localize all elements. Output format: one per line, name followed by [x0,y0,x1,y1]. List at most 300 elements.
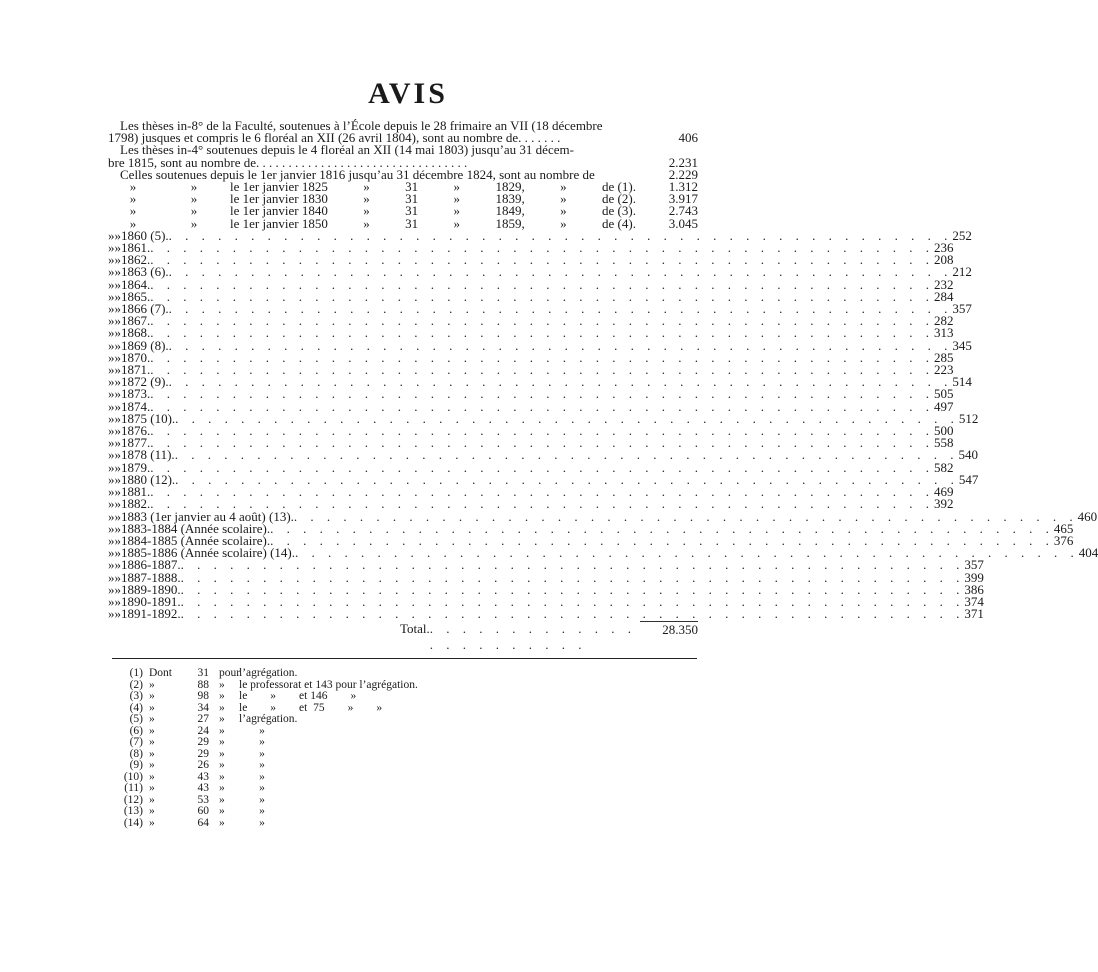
year-label: 1882. [121,496,151,512]
ditto-mark: » [114,569,121,585]
footnote-text: l’agrégation. [239,713,298,725]
count-value: 3.917 [668,191,698,207]
footnote-text: » [149,759,155,771]
ditto-mark: » [114,508,121,524]
period-segment: » [363,203,370,219]
leader-dots: . . . . . . . . . . . . . . . . . . . . . . . . . . . . . . . . . . . . . . . . . . . . . . . . [293,508,1078,524]
footnote [115,772,418,784]
ditto-mark: » [108,374,115,390]
footnote-number: (4) [129,701,143,714]
footnote [115,737,418,749]
footnote-count: 29 [197,736,209,748]
footnote-text: » [219,816,225,829]
ditto-mark: » [114,252,121,268]
ditto-mark: » [114,496,121,512]
footnote-text: » [239,782,265,794]
leader-dots: . . . . . . . . . . . . . . . . . . . . . . . . . . . . . . . . . . . . . . . . . . . . . . . . [168,374,953,390]
period-segment: 1849, [495,203,525,219]
period-segment: 31 [405,215,419,231]
year-label: 1867. [121,313,151,329]
footnote [115,714,418,726]
year-label: 1883-1884 (Année scolaire). [121,520,271,536]
ditto-mark: » [108,581,115,597]
count-value: 252 [952,227,972,243]
leader-dots: . . . . . . . . . . . . . . . . . . . . . . . . . . . . . . . . . . . . . . . . . . . . . . . . [150,325,934,341]
footnote-text: » [149,747,155,760]
year-label: 1864. [121,276,151,292]
ditto-mark: » [108,349,115,365]
footnote-count: 43 [197,782,209,794]
ditto-mark: » [114,459,121,475]
footnote-number: (8) [129,747,143,760]
footnote-separator [112,658,697,659]
ditto-mark: » [114,313,121,329]
footnote-number: (9) [129,759,143,771]
footnotes [115,668,418,829]
leader-dots: . . . . . . . . . . . . . . . . . . . . . . . . . . . . . . . . . . . . . . . . . . . . . . . . [150,423,934,439]
leader-dots: . . . . . . . . . . . . . . . . . . . . . . . . . . . . . . . . . . . . . . . . . . . . . . . . [150,276,934,292]
leader-dots: . . . . . . . . . . . . . . . . . . . . . . . . . . . . . . . . . . . . . . . . . . . . . . . . [168,264,953,280]
ditto-mark: » [114,325,121,341]
footnote-text: » [219,724,225,737]
leader-dots: . . . . . . . . . . . . . . . . . . . . . . . . . . . . . . . . . . . . . . . . . . . . . . . . [168,337,953,353]
footnote-count: 31 [197,667,209,679]
footnote-text: » [149,690,155,702]
ditto-mark: » [114,240,121,256]
leader-dots: . . . . . . . . . . . . . . . . . . . . . . . . . . . . . . . . . . . . . . . . . . . . . . . . [150,362,934,378]
period-segment: » [363,191,370,207]
footnote-count: 53 [197,793,209,806]
leader-dots: . . . . . . . . . . . . . . . . . . . . . . . . . . . . . . . . . . . . . . . . . . . . . . . . [270,532,1054,548]
footnote-text: » [239,736,265,748]
leader-dots: . . . . . . . . . . . . . . . . . . . . . . . . . . . . . . . . . . . . . . . . . . . . . . . . [150,386,934,402]
ditto-mark: » [114,606,121,622]
ditto-mark: » [114,447,121,463]
leader-dots: . . . . . . . . . . . . . . . . . . . . . . . . . . . . . . . . . . . . . . . . . . . . . . . . [150,288,934,304]
ditto-mark: » [108,606,115,622]
footnote-number: (13) [123,805,143,817]
year-label: 1865. [121,288,151,304]
footnote-text: le » et 75 » » [239,701,383,714]
ditto-mark: » [114,362,121,378]
year-label: 1875 (10). [121,410,176,426]
footnote [115,668,418,680]
footnote-count: 26 [197,759,209,771]
intro-value: 2.229 [668,166,698,182]
ditto-mark: » [108,301,115,317]
count-value: 345 [952,337,972,353]
ditto-mark: » [108,313,115,329]
year-label: 1876. [121,423,151,439]
leader-dots: . . . . . . . . . . . . . . . . . . . . . . . . . . . . . . . . . . . . . . . . . . . . . . . . [168,301,953,317]
ditto-mark: » [114,423,121,439]
ditto-mark: » [108,593,115,609]
period-segment: 1859, [495,215,525,231]
ditto-mark: » [190,191,198,207]
count-value: 223 [934,362,954,378]
year-label: 1862. [121,252,151,268]
footnote [115,726,418,738]
footnote-text: l’agrégation. [239,667,298,679]
footnote-text: » [219,713,225,725]
ditto-mark: » [114,264,121,280]
ditto-mark: » [114,435,121,451]
ditto-mark: » [114,288,121,304]
ditto-mark: » [108,276,115,292]
ditto-mark: » [114,581,121,597]
footnote [115,783,418,795]
period-label [121,608,964,620]
period-segment: le 1er janvier 1825 [230,179,328,195]
footnote-text: » [219,782,225,794]
count-value: 357 [952,301,972,317]
footnote-text: » [239,816,265,829]
ditto-mark: » [114,374,121,390]
period-segment: » [560,215,567,231]
count-value: 386 [964,581,984,597]
count-value: 212 [952,264,972,280]
leader-dots: . . . . . . . . . . . . . . . . . . . . . . . . . . . . . . . . . . . . . . . . . . . . . . . . [150,313,934,329]
intro-line: Les thèses in-4° soutenues depuis le 4 floréal an XII (14 mai 1803) jusqu’au 31 décem- [120,142,574,158]
footnote-text: » [149,713,155,725]
period-segment: » [453,191,461,207]
footnote-text: » [239,793,265,806]
ditto-mark: » [108,520,115,536]
period-segment: » [560,179,567,195]
ditto-mark: » [114,301,121,317]
period-segment: 31 [405,203,419,219]
ditto-mark: » [108,398,115,414]
year-label: 1871. [121,362,151,378]
ditto-mark: » [114,471,121,487]
ditto-mark: » [114,386,121,402]
footnote-text: » [239,724,265,737]
leader-dots: . . . . . . . . . . . . . . . . . . . . . . . . . . . . . . . . . . . . . . . . . . . . . . . . [150,240,934,256]
ditto-mark: » [114,532,121,548]
count-value: 582 [934,459,954,475]
footnote-count: 24 [197,724,209,737]
footnote-text: » [219,759,225,771]
footnote-count: 43 [197,770,209,783]
period-segment: de (1). [602,179,636,195]
footnote [115,691,418,703]
footnote-text: » [149,793,155,806]
count-value: 357 [964,557,984,573]
count-value: 500 [934,423,954,439]
leader-dots: . . . . . . . . . . . . . . . . . . . . . . . . . . . . . . . . . . . . . . . . . . . . . . . . [168,227,953,243]
count-value: 465 [1053,520,1074,536]
ditto-mark: » [108,325,115,341]
year-label: 1861. [121,240,151,256]
footnote-text: » [219,690,225,702]
ditto-mark: » [114,276,121,292]
footnote-text: » [149,805,155,817]
total-row [108,621,698,653]
footnote-text: » [219,701,225,714]
ditto-mark: » [114,410,121,426]
ditto-mark: » [108,227,115,243]
year-label: 1873. [121,386,151,402]
footnote-count: 34 [197,701,209,714]
ditto-mark: » [108,447,115,463]
period-segment: 1829, [495,179,525,195]
footnote-text: » [149,724,155,737]
count-value: 3.045 [668,215,698,231]
footnote-text: Dont [149,667,172,679]
footnote-count: 98 [197,690,209,702]
period-segment: » [453,215,461,231]
footnote-text: » [149,782,155,794]
leader-dots: . . . . . . . . . . . . . . . . . . . . . . . . . . . . . . . . . . . . . . . . . . . . . . . . [150,349,934,365]
count-value: 282 [934,313,954,329]
footnote-text: le professorat et 143 pour l’agrégation. [239,678,418,691]
count-value: 469 [934,484,954,500]
count-value: 2.743 [668,203,698,219]
intro-line: Celles soutenues depuis le 1er janvier 1816 jusqu’au 31 décembre 1824, sont au nombre de [120,166,595,182]
leader-dots: . . . . . . . . . . . . . . . . . . . . . . . . . . . . . . . . . . . . . . . . . . . . . . . . [150,496,934,512]
year-label: 1874. [121,398,151,414]
count-value: 392 [934,496,954,512]
year-label: 1884-1885 (Année scolaire). [121,532,271,548]
count-value: 399 [964,569,984,585]
footnote-text: » [239,747,265,760]
footnote-text: » [219,793,225,806]
year-label: 1877. [121,435,151,451]
ditto-mark: » [114,349,121,365]
ditto-mark: » [108,423,115,439]
ditto-mark: » [129,215,137,231]
count-value: 208 [934,252,954,268]
leader-dots: . . . . . . . . . . . . . . . . . . . . . . . . . . . . . . . . . . . . . . . . . . . . . . . . [175,410,959,426]
footnote-text: » [219,736,225,748]
footnote-count: 60 [197,805,209,817]
count-value: 236 [934,240,954,256]
footnote [115,818,418,830]
footnote-text: » [219,805,225,817]
ditto-mark: » [108,459,115,475]
intro-paragraph [108,120,698,181]
count-value: 1.312 [668,179,698,195]
page-title: AVIS [368,77,448,110]
year-label: 1886-1887. [121,557,181,573]
ditto-mark: » [129,179,137,195]
count-value: 376 [1053,532,1074,548]
total-value: 28.350 [640,621,698,653]
count-value: 558 [934,435,954,451]
ditto-mark: » [108,484,115,500]
footnote-text: » [219,770,225,783]
year-label: 1866 (7). [121,301,169,317]
ditto-mark: » [108,435,115,451]
period-segment: de (4). [602,215,636,231]
ditto-mark: » [108,557,115,573]
period-segment: 1839, [495,191,525,207]
ditto-mark: » [114,545,121,561]
footnote-text: le » et 146 » [239,690,357,702]
period-segment: » [453,203,461,219]
ditto-mark: » [108,532,115,548]
ditto-mark: » [108,545,115,561]
count-value: 514 [952,374,972,390]
footnote-text: » [239,759,265,771]
footnote-text: » [149,701,155,714]
ditto-mark: » [108,386,115,402]
leader-dots: . . . . . . . . . . . . . . . . . . . . . . . . . . . . . . . . . . . . . . . . . . . . . . . . [295,545,1079,561]
ditto-mark: » [129,191,137,207]
leader-dots: . . . . . . . . . . . . . . . . . . . . . . . . . . . . . . . . . . . . . . . . . . . . . . . . [150,435,934,451]
year-label: 1891-1892. [121,606,181,622]
leader-dots: . . . . . . . . . . . . . . . . . . . . . . . . . . . . . . . . . . . . . . . . . . . . . . . . [180,581,965,597]
period-segment: le 1er janvier 1830 [230,191,328,207]
footnote [115,760,418,772]
footnote-count: 88 [197,678,209,691]
leader-dots: . . . . . . . . . . . . . . . . . . . . . . . . . . . . . . . . . . . . . . . . . . . . . . . . [150,459,934,475]
intro-line: Les thèses in-8° de la Faculté, soutenues à l’École depuis le 28 frimaire an VII (18 décembre [120,118,603,133]
leader-dots: . . . . . . . . . . . . . . . . . . . . . . . . . . . . . . . . . . . . . . . . . . . . . . . . [150,398,934,414]
leader-dots: . . . . . . . . . . . . . . . . . . . . . . . . . . . . . . . . . . . . . . . . . . . . . . . . [175,471,959,487]
ditto-mark: » [114,520,121,536]
year-label: 1868. [121,325,151,341]
count-value: 505 [934,386,954,402]
period-segment: » [560,191,567,207]
year-label: 1863 (6). [121,264,169,280]
count-value: 460 [1077,508,1098,524]
period-segment: » [560,203,567,219]
period-segment: » [363,215,370,231]
footnote-text: » [239,770,265,783]
ditto-mark: » [114,337,121,353]
period-segment: » [453,179,461,195]
year-label: 1870. [121,349,151,365]
ditto-mark: » [108,496,115,512]
leader-dots: . . . . . . . . . . . . . . . . . . . . . . . . . . . . . . . . . . . . . . . . . . . . . . . . [180,557,965,573]
year-label: 1869 (8). [121,337,169,353]
ditto-mark: » [190,215,198,231]
footnote-text: » [219,747,225,760]
year-label: 1878 (11). [121,447,175,463]
period-segment: le 1er janvier 1850 [230,215,328,231]
footnote-text: » [239,805,265,817]
leader-dots: . . . . . . . . . . . . . . . . . . . . . . . [429,621,637,653]
total-label-wrap [400,621,640,653]
count-value: 285 [934,349,954,365]
count-value: 540 [958,447,978,463]
footnote-number: (10) [123,770,143,783]
count-value: 547 [958,471,979,487]
footnote-text: » [149,678,155,691]
period-segment: 31 [405,191,419,207]
ditto-mark: » [129,203,137,219]
leader-dots: . . . . . . . . . . . . . . . . . . . . . . . . . . . . . . . . . . . . . . . . . . . . . . . . [150,484,934,500]
year-label: 1881. [121,484,151,500]
period-segment: de (3). [602,203,636,219]
count-value: 371 [964,606,984,622]
period-segment: » [363,179,370,195]
ditto-mark: » [114,398,121,414]
leader-dots: . . . . . . . . . . . . . . . . . . . . . . . . . . . . . . . . . . . . . . . . . . . . . . . . [174,447,959,463]
year-label: 1883 (1er janvier au 4 août) (13). [121,508,294,524]
ditto-mark: » [108,252,115,268]
ditto-mark: » [108,569,115,585]
ditto-mark: » [108,240,115,256]
year-label: 1860 (5). [121,227,169,243]
year-label: 1885-1886 (Année scolaire) (14). [121,545,295,561]
footnote-count: 64 [197,816,209,829]
footnote-number: (3) [129,690,143,702]
footnote-text: » [219,678,225,691]
year-label: 1887-1888. [121,569,181,585]
count-value: 497 [934,398,954,414]
intro-line: 1798) jusques et compris le 6 floréal an XII (26 avril 1804), sont au nombre de. . . . . . . [108,130,561,146]
period-segment: 31 [405,179,419,195]
document-page [108,77,1098,653]
intro-line: bre 1815, sont au nombre de. . . . . . . . . . . . . . . . . . . . . . . . . . . . . . . . . [108,154,468,170]
ditto-mark: » [114,557,121,573]
ditto-mark: » [108,471,115,487]
ditto-mark: » [190,203,198,219]
table-row [108,606,984,622]
intro-value: 406 [678,130,698,146]
footnote-number: (1) [129,667,143,679]
year-label: 1890-1891. [121,593,181,609]
ditto-mark: » [108,508,115,524]
footnote-text: » [149,770,155,783]
total-label: Total. [400,621,430,637]
footnote-count: 27 [197,713,209,725]
count-value: 313 [934,325,954,341]
count-value: 232 [934,276,954,292]
leader-dots: . . . . . . . . . . . . . . . . . . . . . . . . . . . . . . . . . . . . . . . . . . . . . . . . [180,606,965,622]
year-label: 1880 (12). [121,471,176,487]
footnote-text: » [149,816,155,829]
ditto-mark: » [114,484,121,500]
ditto-mark: » [108,337,115,353]
footnote [115,795,418,807]
ditto-mark: » [114,593,121,609]
theses-count-table [108,179,1098,622]
footnote [115,749,418,761]
ditto-mark: » [108,362,115,378]
ditto-mark: » [190,179,198,195]
ditto-mark: » [108,288,115,304]
footnote-number: (7) [129,736,143,748]
leader-dots: . . . . . . . . . . . . . . . . . . . . . . . . . . . . . . . . . . . . . . . . . . . . . . . . [150,252,934,268]
ditto-mark: » [114,227,121,243]
footnote-number: (2) [129,678,143,691]
intro-value: 2.231 [668,154,698,170]
count-value: 374 [964,593,984,609]
period-segment: de (2). [602,191,636,207]
footnote-text: » [149,736,155,748]
count-value: 284 [934,288,954,304]
leader-dots: . . . . . . . . . . . . . . . . . . . . . . . . . . . . . . . . . . . . . . . . . . . . . . . . [270,520,1054,536]
count-value: 512 [958,410,979,426]
year-label: 1889-1890. [121,581,181,597]
footnote-count: 29 [197,747,209,760]
ditto-mark: » [108,410,115,426]
count-value: 404 [1078,545,1098,561]
year-label: 1872 (9). [121,374,169,390]
footnote-number: (12) [123,793,143,806]
footnote-number: (11) [124,782,143,794]
leader-dots: . . . . . . . . . . . . . . . . . . . . . . . . . . . . . . . . . . . . . . . . . . . . . . . . [180,593,965,609]
ditto-mark: » [108,264,115,280]
footnote [115,806,418,818]
leader-dots: . . . . . . . . . . . . . . . . . . . . . . . . . . . . . . . . . . . . . . . . . . . . . . . . [180,569,965,585]
year-label: 1879. [121,459,151,475]
footnote-text: pour [219,667,241,679]
footnote-number: (6) [129,724,143,737]
